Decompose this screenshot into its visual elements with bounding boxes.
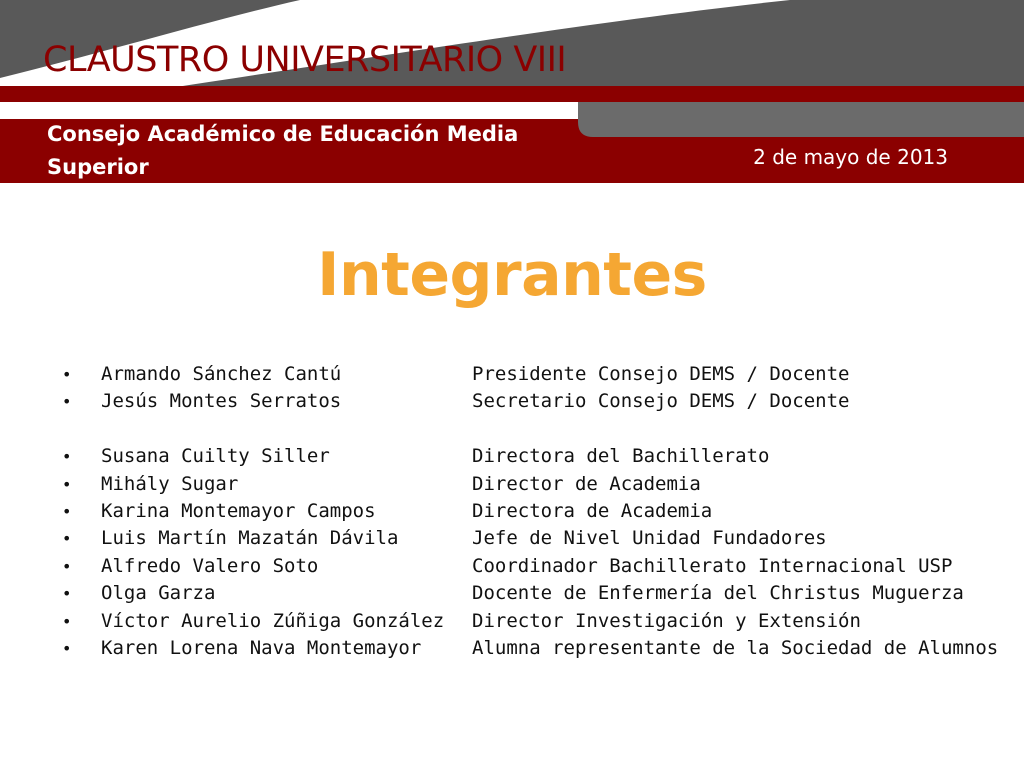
member-name: Alfredo Valero Soto <box>101 554 319 577</box>
member-role: Secretario Consejo DEMS / Docente <box>472 390 850 413</box>
member-role: Director Investigación y Extensión <box>472 609 861 632</box>
bullet-icon: • <box>62 392 72 412</box>
member-role: Director de Academia <box>472 472 701 495</box>
bullet-icon: • <box>62 365 72 384</box>
member-name: Armando Sánchez Cantú <box>101 363 342 385</box>
member-role: Coordinador Bachillerato Internacional USP <box>472 554 953 577</box>
bullet-icon: • <box>62 474 72 494</box>
member-row <box>62 580 1002 607</box>
bullet-icon: • <box>62 501 72 521</box>
member-role: Docente de Enfermería del Christus Muguerza <box>472 582 964 605</box>
members-list <box>62 361 1002 662</box>
member-name: Luis Martín Mazatán Dávila <box>101 527 399 550</box>
member-role: Directora del Bachillerato <box>472 445 770 468</box>
member-row <box>62 361 1002 388</box>
member-name: Víctor Aurelio Zúñiga González <box>101 609 445 632</box>
member-row <box>62 525 1002 552</box>
member-row <box>62 553 1002 580</box>
header-title: CLAUSTRO UNIVERSITARIO VIII <box>43 40 567 80</box>
member-row <box>62 498 1002 525</box>
slide-title: Integrantes <box>317 240 707 310</box>
member-name: Olga Garza <box>101 582 216 605</box>
member-row <box>62 443 1002 470</box>
member-row <box>62 471 1002 498</box>
member-role: Alumna representante de la Sociedad de Alumnos <box>472 636 999 659</box>
member-name: Karina Montemayor Campos <box>101 499 376 522</box>
member-row <box>62 635 1002 662</box>
header-date: 2 de mayo de 2013 <box>753 145 948 169</box>
bullet-icon: • <box>62 584 72 604</box>
bullet-icon: • <box>62 529 72 549</box>
member-name: Jesús Montes Serratos <box>101 390 342 413</box>
bullet-icon: • <box>62 638 72 658</box>
bullet-icon: • <box>62 556 72 576</box>
bullet-icon: • <box>62 447 72 467</box>
member-role: Directora de Academia <box>472 499 713 522</box>
member-role: Presidente Consejo DEMS / Docente <box>472 363 850 385</box>
member-name: Karen Lorena Nava Montemayor <box>101 636 422 659</box>
member-name: Susana Cuilty Siller <box>101 445 330 468</box>
bullet-icon: • <box>62 611 72 631</box>
member-role: Jefe de Nivel Unidad Fundadores <box>472 527 827 550</box>
member-name: Mihály Sugar <box>101 472 239 495</box>
header-subtitle: Consejo Académico de Educación Media Superior <box>47 122 519 179</box>
member-row <box>62 608 1002 635</box>
member-row <box>62 388 1002 415</box>
